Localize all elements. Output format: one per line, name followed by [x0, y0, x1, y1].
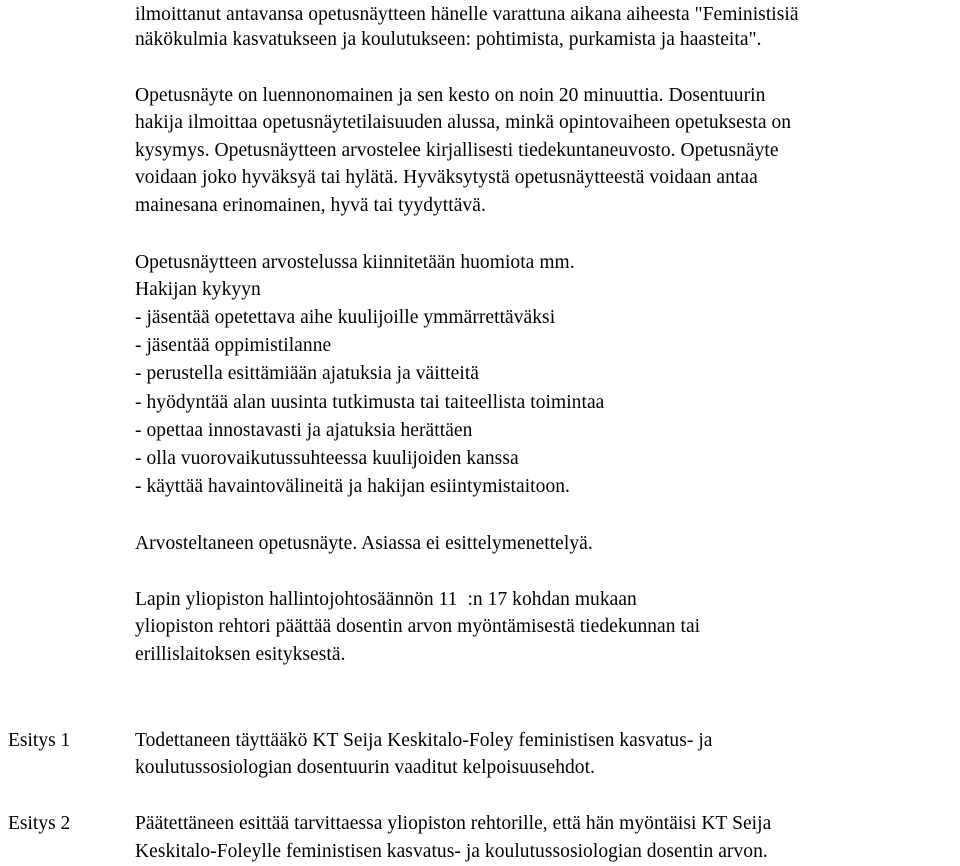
proposal-2-line-2: Keskitalo-Foleylle feministisen kasvatus- ja koulutussosiologian dosentin arvon.: [135, 841, 768, 862]
regulation-line-1: [135, 587, 637, 613]
criteria-item: - olla vuorovaikutussuhteessa kuulijoiden kanssa: [135, 448, 519, 469]
criteria-item: - hyödyntää alan uusinta tutkimusta tai taiteellista toimintaa: [135, 392, 605, 413]
criteria-item: - käyttää havaintovälineitä ja hakijan esiintymistaitoon.: [135, 476, 570, 497]
criteria-subheading: Hakijan kykyyn: [135, 279, 261, 300]
proposal-1-line-1: Todettaneen täyttääkö KT Seija Keskitalo-Foley feministisen kasvatus- ja: [135, 730, 713, 751]
lecture-line-1: Opetusnäyte on luennonomainen ja sen kesto on noin 20 minuuttia. Dosentuurin: [135, 85, 766, 106]
criteria-item: - opettaa innostavasti ja ajatuksia herättäen: [135, 420, 473, 441]
intro-line-1: ilmoittanut antavansa opetusnäytteen hänelle varattuna aikana aiheesta "Feministisiä: [135, 4, 799, 25]
proposal-2-line-1: Päätettäneen esittää tarvittaessa yliopiston rehtorille, että hän myöntäisi KT Seija: [135, 813, 772, 834]
proposal-1-line-2: koulutussosiologian dosentuurin vaaditut kelpoisuusehdot.: [135, 757, 595, 778]
criteria-item: - perustella esittämiään ajatuksia ja väitteitä: [135, 363, 479, 384]
proposal-2-label: Esitys 2: [8, 813, 71, 834]
intro-line-2: näkökulmia kasvatukseen ja koulutukseen: pohtimista, purkamista ja haasteita".: [135, 29, 762, 50]
lecture-line-4: voidaan joko hyväksyä tai hylätä. Hyväksytystä opetusnäytteestä voidaan antaa: [135, 167, 758, 188]
regulation-line-1-start: Lapin yliopiston hallintojohtosäännön 11: [135, 589, 458, 610]
criteria-item: - jäsentää oppimistilanne: [135, 335, 332, 356]
lecture-line-5: mainesana erinomainen, hyvä tai tyydyttävä.: [135, 195, 486, 216]
criteria-heading: Opetusnäytteen arvostelussa kiinnitetään huomiota mm.: [135, 252, 575, 273]
proposal-1-label: Esitys 1: [8, 730, 71, 751]
regulation-line-1-end: :n 17 kohdan mukaan: [467, 589, 637, 610]
criteria-item: - jäsentää opetettava aihe kuulijoille ymmärrettäväksi: [135, 307, 556, 328]
regulation-line-2: yliopiston rehtori päättää dosentin arvon myöntämisestä tiedekunnan tai: [135, 616, 701, 637]
lecture-line-2: hakija ilmoittaa opetusnäytetilaisuuden alussa, minkä opintovaiheen opetuksesta on: [135, 112, 792, 133]
regulation-line-3: erillislaitoksen esityksestä.: [135, 644, 346, 665]
evaluated-line: Arvosteltaneen opetusnäyte. Asiassa ei esittelymenettelyä.: [135, 533, 593, 554]
lecture-line-3: kysymys. Opetusnäytteen arvostelee kirjallisesti tiedekuntaneuvosto. Opetusnäyte: [135, 140, 779, 161]
